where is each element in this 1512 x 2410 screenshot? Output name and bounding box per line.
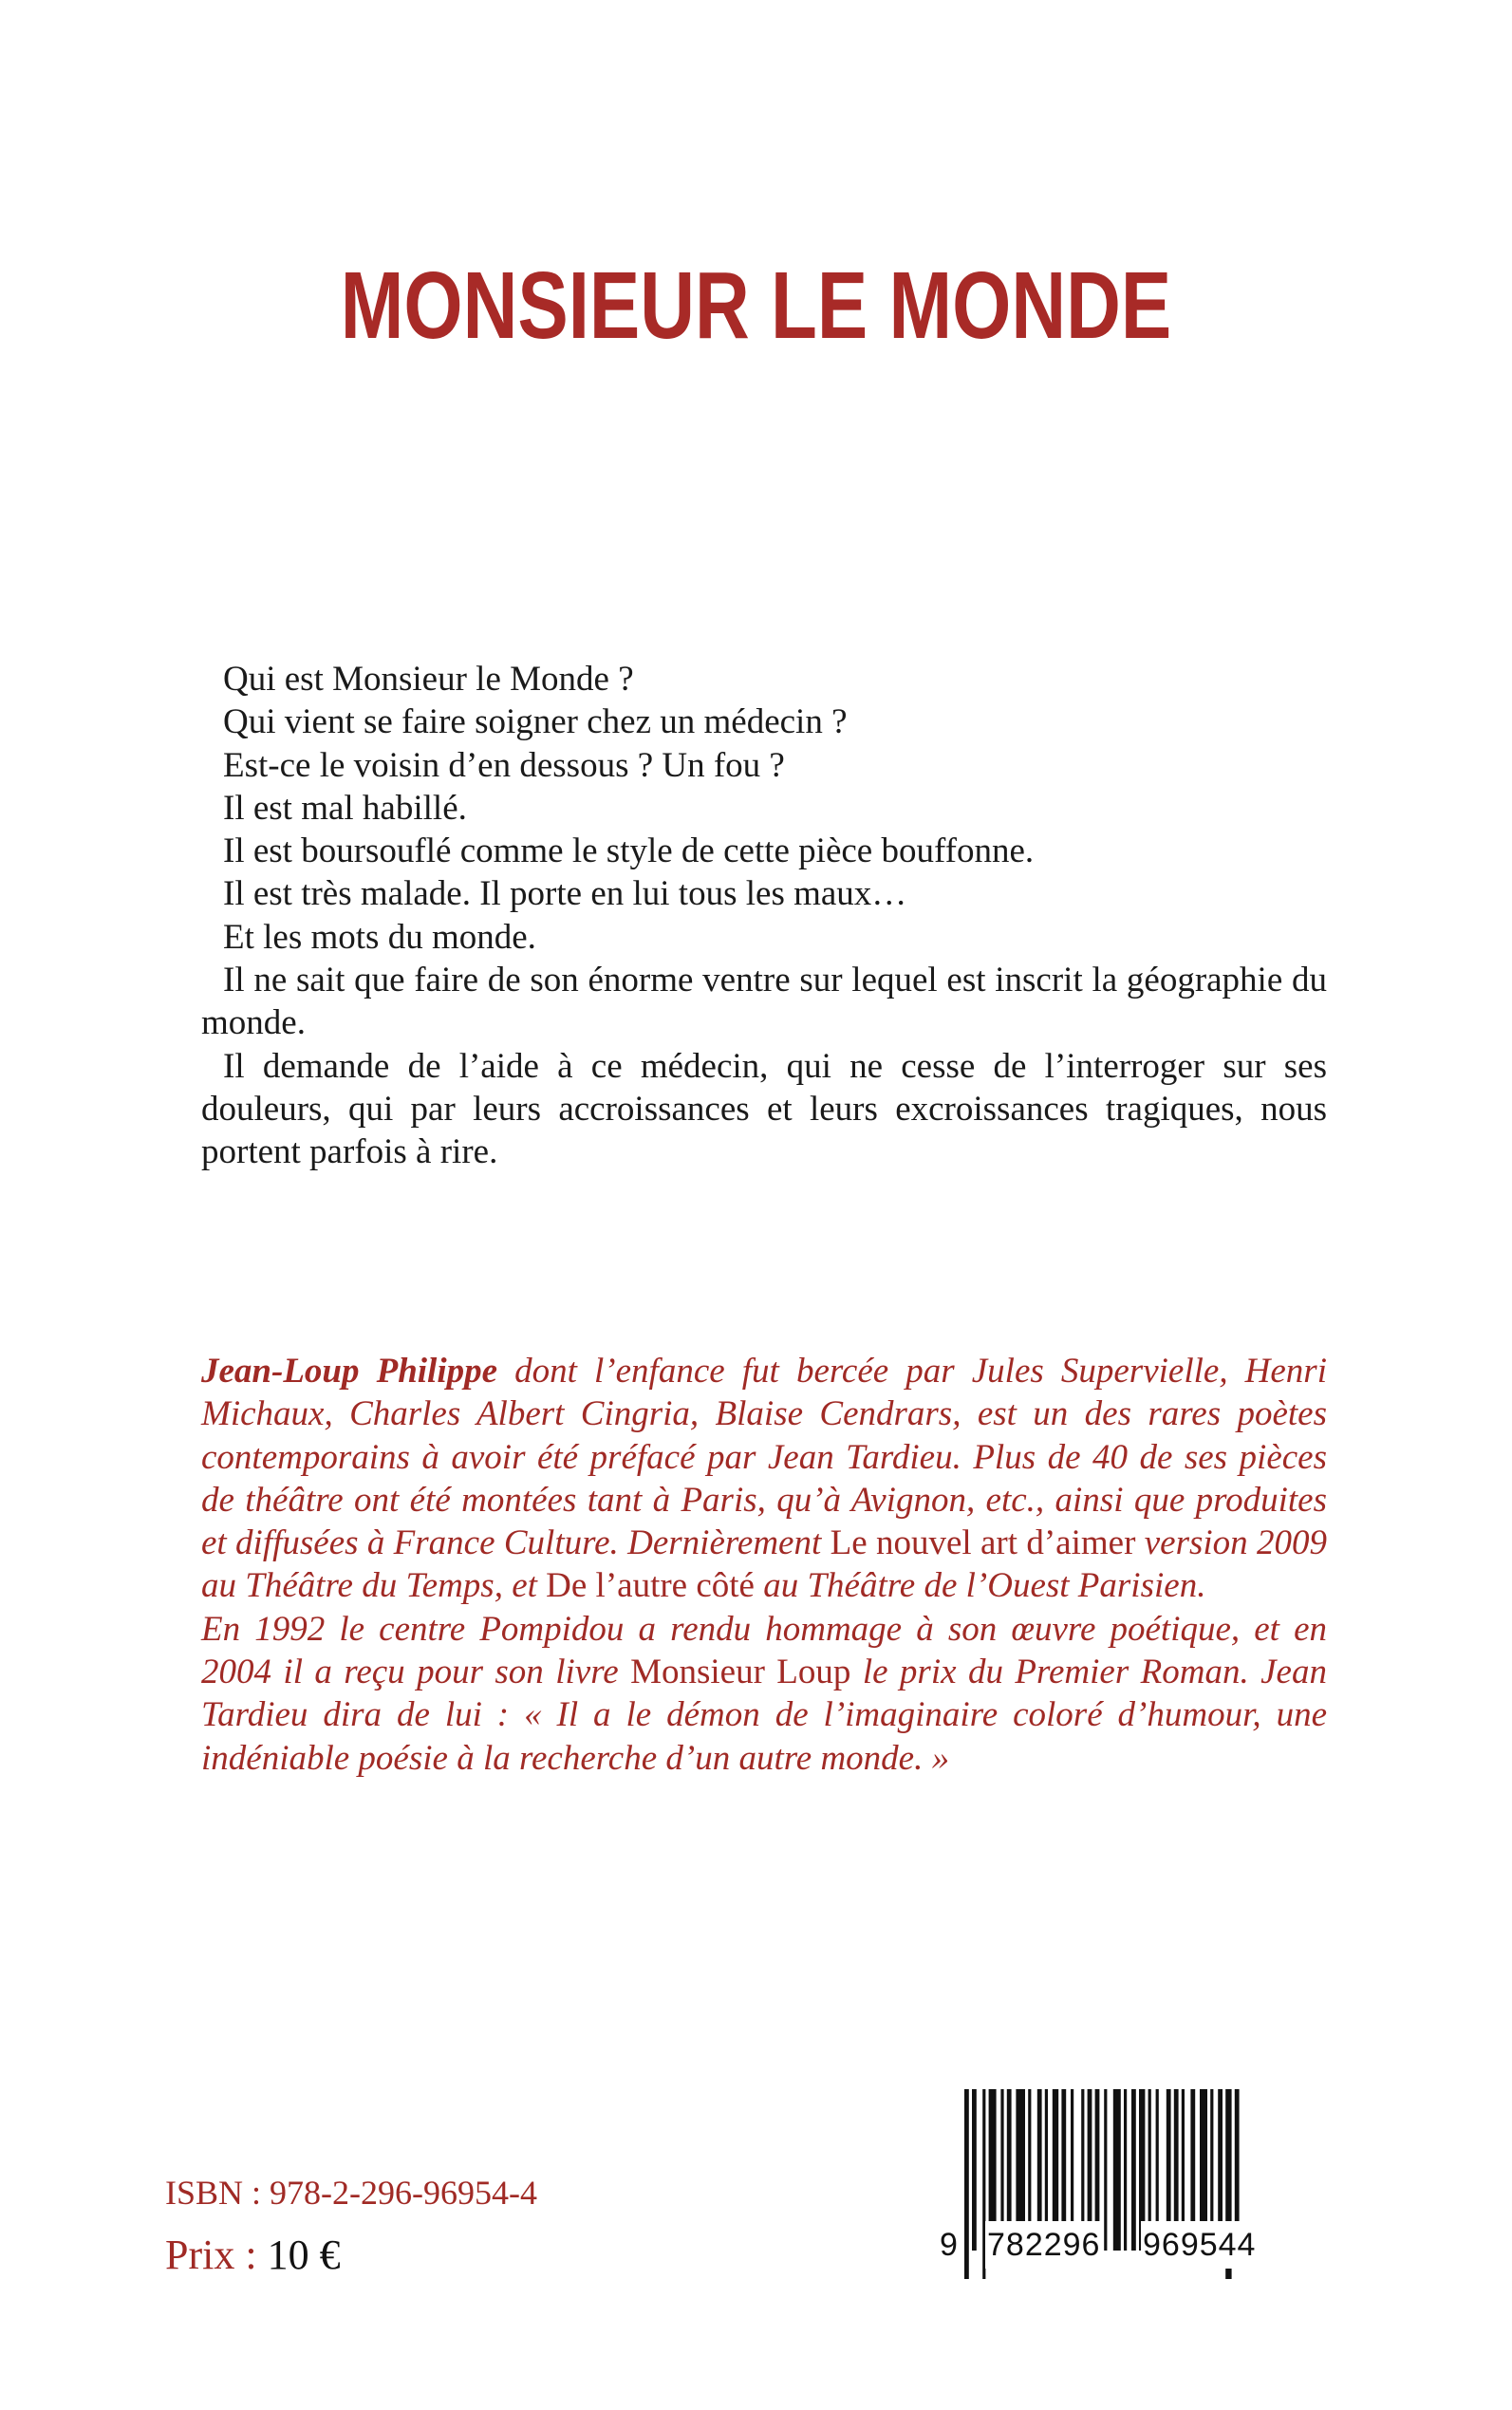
barcode-digits: [940, 2221, 1281, 2269]
bio-paragraph-1: [201, 1350, 1327, 1608]
blurb-line: Est-ce le voisin d’en dessous ? Un fou ?: [223, 745, 785, 785]
book-title-reference: De l’autre côté: [546, 1566, 755, 1606]
book-title: MONSIEUR LE MONDE: [340, 252, 1172, 359]
blurb-line: Qui est Monsieur le Monde ?: [223, 660, 634, 699]
blurb-line: Il est boursouflé comme le style de cette pièce bouffonne.: [223, 831, 1035, 871]
blurb-line: Il est très malade. Il porte en lui tous les maux…: [223, 874, 907, 914]
blurb-line: Il est mal habillé.: [223, 788, 467, 828]
blurb-line: Qui vient se faire soigner chez un médecin ?: [223, 702, 848, 742]
back-cover-blurb: [201, 658, 1327, 1174]
book-title-reference: Monsieur Loup: [630, 1653, 851, 1692]
book-title-reference: Le nouvel art d’aimer: [830, 1523, 1136, 1563]
bio-text: le prix du Premier Roman. Jean Tardieu dira de lui : « Il a le démon de l’imaginaire coloré d’humour, une indéniable poésie à la recherche d’un autre monde. »: [201, 1653, 1327, 1778]
barcode-first-digit: 9: [938, 2221, 961, 2269]
blurb-line: Et les mots du monde.: [223, 917, 536, 957]
bio-text: au Théâtre de l’Ouest Parisien.: [754, 1566, 1206, 1606]
price: [165, 2231, 341, 2279]
author-name: Jean-Loup Philippe: [201, 1352, 498, 1391]
price-amount: 10 €: [267, 2232, 341, 2278]
barcode-right-group: 969544: [1141, 2221, 1258, 2269]
author-biography: [201, 1350, 1327, 1780]
isbn-text: ISBN : 978-2-296-96954-4: [165, 2174, 537, 2212]
bio-paragraph-2: [201, 1608, 1327, 1780]
bio-text: version 2009 au Théâtre du Temps, et: [201, 1523, 1327, 1606]
bio-text: dont l’enfance fut bercée par Jules Supervielle, Henri Michaux, Charles Albert Cingria, Blaise Cendrars, est un des rares poètes contemporains à avoir été préfacé par Jean Tardieu. Plus de 40 de ses pièces de théâtre ont été montées tant à Paris, qu’à Avignon, etc., ainsi que produites et diffusées à France Culture. Dernièrement: [201, 1352, 1327, 1563]
blurb-line: Il ne sait que faire de son énorme ventre sur lequel est inscrit la géographie du monde.: [201, 961, 1327, 1043]
price-label: Prix :: [165, 2232, 268, 2278]
barcode-left-group: 782296: [985, 2221, 1102, 2269]
bio-text: En 1992 le centre Pompidou a rendu hommage à son œuvre poétique, et en 2004 il a reçu pour son livre: [201, 1609, 1327, 1692]
blurb-line: Il demande de l’aide à ce médecin, qui ne cesse de l’interroger sur ses douleurs, qui par leurs accroissances et leurs excroissances tragiques, nous portent parfois à rire.: [201, 1046, 1327, 1172]
